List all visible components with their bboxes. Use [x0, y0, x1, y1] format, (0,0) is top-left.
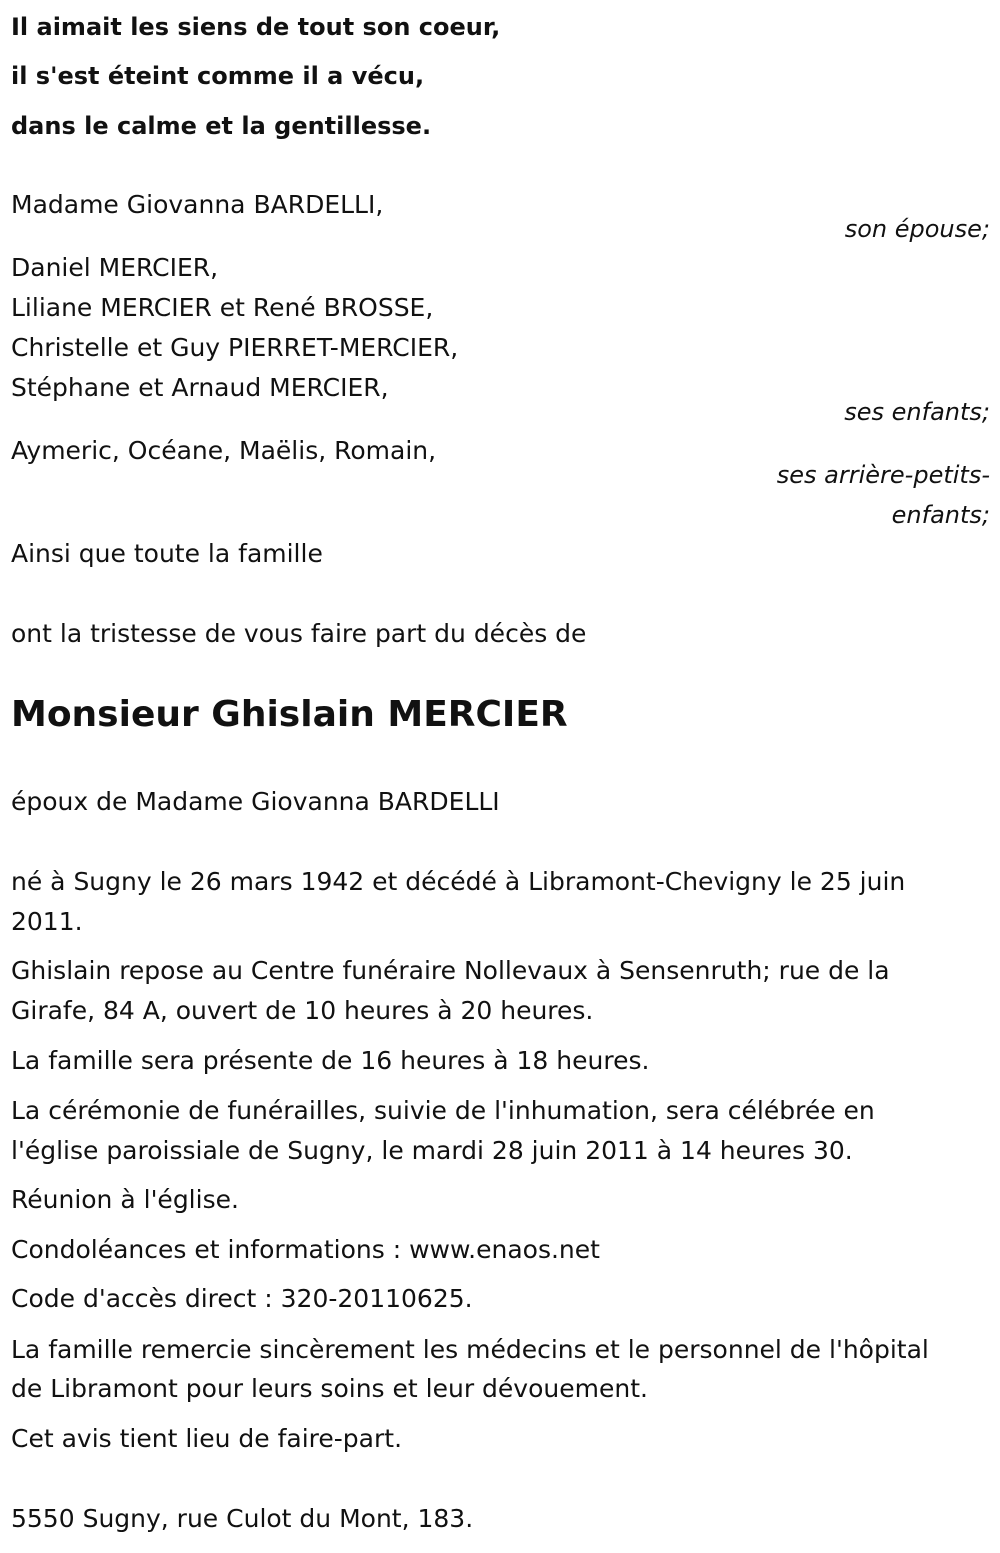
ceremony-line-2: l'église paroissiale de Sugny, le mardi 28 juin 2011 à 14 heures 30. — [11, 1136, 853, 1165]
great-grandchildren-names: Aymeric, Océane, Maëlis, Romain, — [11, 436, 437, 465]
access-code-line: Code d'accès direct : 320-20110625. — [11, 1284, 473, 1313]
repose-line-2: Girafe, 84 A, ouvert de 10 heures à 20 heures. — [11, 996, 594, 1025]
condolences-line: Condoléances et informations : www.enaos.net — [11, 1235, 600, 1264]
birth-death-line-1: né à Sugny le 26 mars 1942 et décédé à Libramont-Chevigny le 25 juin — [11, 867, 906, 896]
family-presence-line: La famille sera présente de 16 heures à 18 heures. — [11, 1046, 650, 1075]
family-line: Ainsi que toute la famille — [11, 539, 323, 568]
deceased-name: Monsieur Ghislain MERCIER — [11, 694, 568, 735]
child-name-2: Liliane MERCIER et René BROSSE, — [11, 293, 434, 322]
spouse-of-line: époux de Madame Giovanna BARDELLI — [11, 787, 500, 816]
announcement-line: ont la tristesse de vous faire part du décès de — [11, 619, 587, 648]
spouse-name: Madame Giovanna BARDELLI, — [11, 190, 384, 219]
ceremony-line-1: La cérémonie de funérailles, suivie de l'inhumation, sera célébrée en — [11, 1096, 875, 1125]
spouse-role: son épouse; — [844, 215, 990, 243]
child-name-3: Christelle et Guy PIERRET-MERCIER, — [11, 333, 459, 362]
great-grandchildren-role-line-2: enfants; — [891, 501, 990, 529]
great-grandchildren-role-line-1: ses arrière-petits- — [776, 461, 990, 489]
thanks-line-1: La famille remercie sincèrement les médecins et le personnel de l'hôpital — [11, 1335, 929, 1364]
child-name-1: Daniel MERCIER, — [11, 253, 219, 282]
address-line: 5550 Sugny, rue Culot du Mont, 183. — [11, 1504, 474, 1533]
birth-death-line-2: 2011. — [11, 907, 83, 936]
notice-line: Cet avis tient lieu de faire-part. — [11, 1424, 403, 1453]
children-role: ses enfants; — [844, 398, 990, 426]
thanks-line-2: de Libramont pour leurs soins et leur dévouement. — [11, 1374, 648, 1403]
epigraph-line-2: il s'est éteint comme il a vécu, — [11, 62, 425, 90]
child-name-4: Stéphane et Arnaud MERCIER, — [11, 373, 389, 402]
repose-line-1: Ghislain repose au Centre funéraire Nollevaux à Sensenruth; rue de la — [11, 956, 890, 985]
epigraph-line-1: Il aimait les siens de tout son coeur, — [11, 13, 501, 41]
meeting-line: Réunion à l'église. — [11, 1185, 239, 1214]
epigraph-line-3: dans le calme et la gentillesse. — [11, 112, 432, 140]
